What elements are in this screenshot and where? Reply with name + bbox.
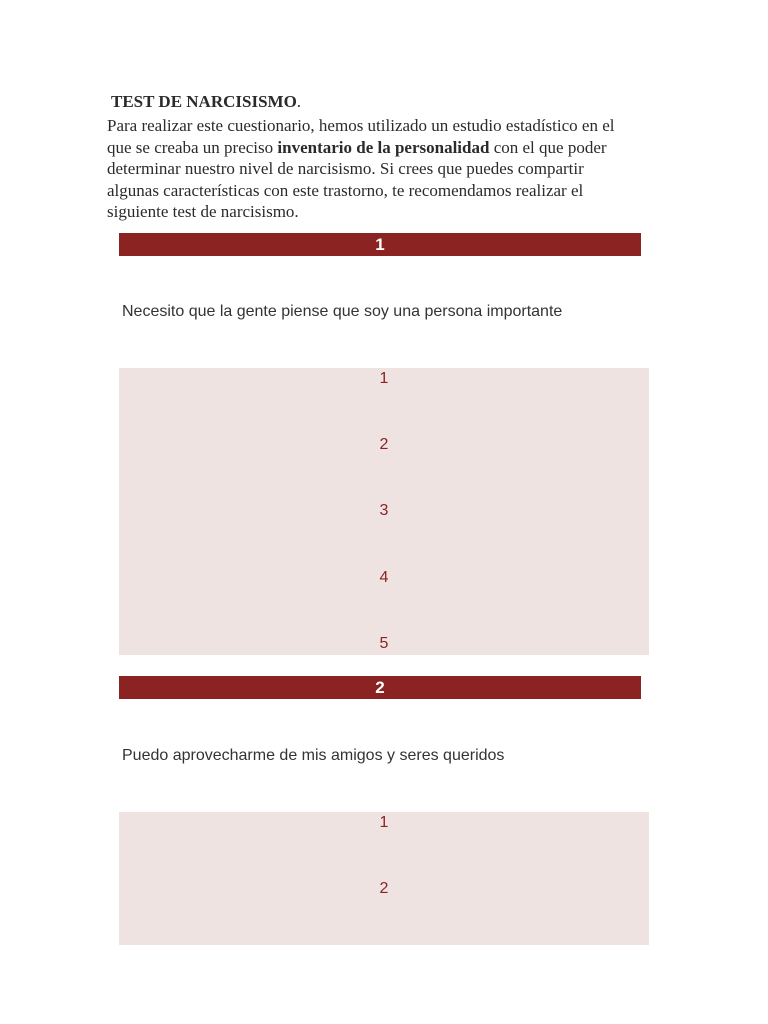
question-1-header: 1 — [119, 233, 641, 256]
question-2-options — [119, 812, 649, 945]
intro-line-2-start: que se creaba un preciso — [107, 137, 278, 157]
question-2-option-1[interactable]: 1 — [379, 814, 389, 831]
question-1-option-1[interactable]: 1 — [379, 370, 389, 387]
intro-line-2-end: con el que poder — [489, 137, 607, 157]
intro-line-3: determinar nuestro nivel de narcisismo. Si crees que puedes compartir — [107, 159, 584, 178]
question-2-text: Puedo aprovecharme de mis amigos y seres queridos — [122, 747, 505, 764]
question-1-option-3[interactable]: 3 — [379, 502, 389, 519]
page-title — [111, 92, 301, 112]
intro-paragraph — [107, 115, 667, 223]
intro-line-5: siguiente test de narcisismo. — [107, 202, 299, 221]
intro-line-4: algunas características con este trastorno, te recomendamos realizar el — [107, 180, 584, 200]
question-2-option-2[interactable]: 2 — [379, 880, 389, 897]
question-2-header: 2 — [119, 676, 641, 699]
title-suffix: . — [296, 92, 302, 111]
question-1-option-5[interactable]: 5 — [379, 635, 389, 652]
question-1-options — [119, 368, 649, 655]
question-1-text: Necesito que la gente piense que soy una persona importante — [122, 303, 563, 320]
title-text: TEST DE NARCISISMO — [111, 92, 297, 111]
intro-highlight: inventario de la personalidad — [277, 137, 490, 157]
intro-line-1: Para realizar este cuestionario, hemos utilizado un estudio estadístico en el — [107, 116, 615, 135]
question-1-option-2[interactable]: 2 — [379, 436, 389, 453]
question-1-option-4[interactable]: 4 — [379, 569, 389, 586]
intro-line-2 — [107, 137, 667, 159]
